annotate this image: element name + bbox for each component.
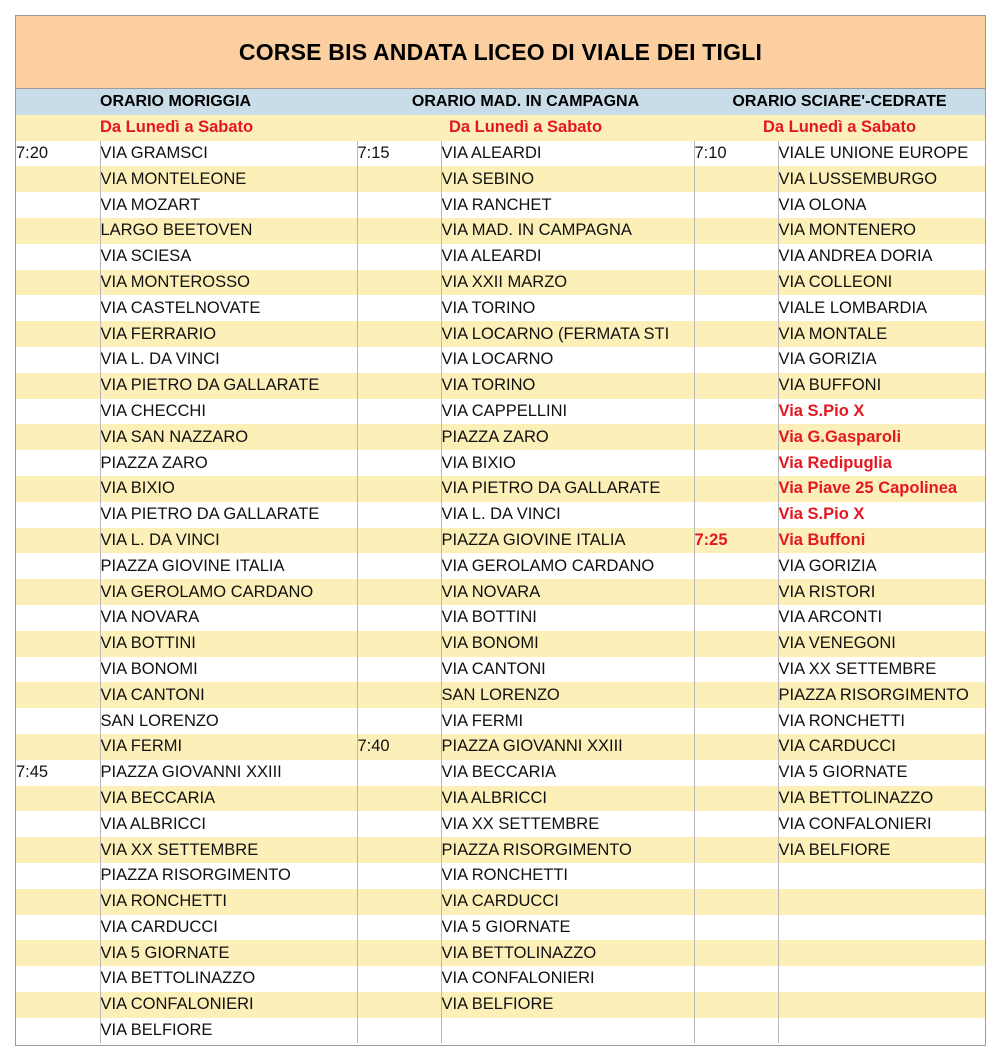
stop-cell-moriggia: VIA FERMI xyxy=(100,734,357,760)
table-row xyxy=(16,373,985,399)
time-cell-mad-in-campagna xyxy=(357,502,441,528)
time-cell-moriggia xyxy=(16,476,100,502)
table-row xyxy=(16,734,985,760)
stop-cell-mad-in-campagna: VIA CAPPELLINI xyxy=(441,399,694,425)
table-row xyxy=(16,321,985,347)
stop-cell-sciare-cedrate: VIALE LOMBARDIA xyxy=(778,295,985,321)
stop-cell-sciare-cedrate: VIA MONTALE xyxy=(778,321,985,347)
time-cell-moriggia xyxy=(16,244,100,270)
stop-cell-mad-in-campagna: VIA CONFALONIERI xyxy=(441,966,694,992)
stop-cell-mad-in-campagna: VIA XXII MARZO xyxy=(441,270,694,296)
time-cell-sciare-cedrate xyxy=(694,1018,778,1044)
time-cell-moriggia xyxy=(16,295,100,321)
stop-cell-moriggia: VIA FERRARIO xyxy=(100,321,357,347)
table-row xyxy=(16,244,985,270)
time-cell-mad-in-campagna xyxy=(357,631,441,657)
table-row xyxy=(16,192,985,218)
stop-cell-mad-in-campagna: VIA MAD. IN CAMPAGNA xyxy=(441,218,694,244)
time-cell-moriggia: 7:45 xyxy=(16,760,100,786)
stop-cell-moriggia: VIA PIETRO DA GALLARATE xyxy=(100,502,357,528)
stop-cell-mad-in-campagna: VIA 5 GIORNATE xyxy=(441,915,694,941)
stop-cell-sciare-cedrate: VIA ANDREA DORIA xyxy=(778,244,985,270)
stop-cell-mad-in-campagna: VIA TORINO xyxy=(441,295,694,321)
stop-cell-moriggia: VIA CHECCHI xyxy=(100,399,357,425)
time-cell-sciare-cedrate xyxy=(694,708,778,734)
column-header-sciare-cedrate: ORARIO SCIARE'-CEDRATE xyxy=(694,89,985,115)
schedule-body xyxy=(16,89,985,1043)
table-row xyxy=(16,270,985,296)
time-cell-mad-in-campagna xyxy=(357,657,441,683)
stop-cell-sciare-cedrate: Via Buffoni xyxy=(778,528,985,554)
time-cell-moriggia xyxy=(16,270,100,296)
stop-cell-moriggia: VIA 5 GIORNATE xyxy=(100,940,357,966)
time-cell-moriggia xyxy=(16,424,100,450)
time-cell-mad-in-campagna xyxy=(357,373,441,399)
time-cell-sciare-cedrate: 7:25 xyxy=(694,528,778,554)
stop-cell-mad-in-campagna: PIAZZA GIOVANNI XXIII xyxy=(441,734,694,760)
stop-cell-moriggia: VIA CARDUCCI xyxy=(100,915,357,941)
time-cell-sciare-cedrate xyxy=(694,786,778,812)
stop-cell-mad-in-campagna: VIA NOVARA xyxy=(441,579,694,605)
stop-cell-moriggia: VIA CONFALONIERI xyxy=(100,992,357,1018)
time-cell-sciare-cedrate xyxy=(694,244,778,270)
stop-cell-mad-in-campagna: VIA ALEARDI xyxy=(441,141,694,167)
table-row xyxy=(16,889,985,915)
stop-cell-sciare-cedrate: VIA ARCONTI xyxy=(778,605,985,631)
time-cell-moriggia xyxy=(16,218,100,244)
stop-cell-mad-in-campagna xyxy=(441,1018,694,1044)
time-cell-mad-in-campagna xyxy=(357,553,441,579)
time-cell-sciare-cedrate xyxy=(694,734,778,760)
stop-cell-sciare-cedrate: VIA CONFALONIERI xyxy=(778,811,985,837)
time-cell-mad-in-campagna xyxy=(357,889,441,915)
time-cell-sciare-cedrate xyxy=(694,166,778,192)
stop-cell-moriggia: VIA BIXIO xyxy=(100,476,357,502)
stop-cell-mad-in-campagna: PIAZZA RISORGIMENTO xyxy=(441,837,694,863)
stop-cell-sciare-cedrate: VIA MONTENERO xyxy=(778,218,985,244)
time-cell-mad-in-campagna xyxy=(357,811,441,837)
stop-cell-mad-in-campagna: PIAZZA GIOVINE ITALIA xyxy=(441,528,694,554)
time-cell-mad-in-campagna xyxy=(357,528,441,554)
time-cell-sciare-cedrate xyxy=(694,218,778,244)
stop-cell-mad-in-campagna: VIA RANCHET xyxy=(441,192,694,218)
time-cell-moriggia xyxy=(16,708,100,734)
time-cell-mad-in-campagna xyxy=(357,192,441,218)
time-cell-moriggia xyxy=(16,373,100,399)
days-label-moriggia: Da Lunedì a Sabato xyxy=(100,115,357,141)
stop-cell-mad-in-campagna: VIA ALBRICCI xyxy=(441,786,694,812)
time-cell-sciare-cedrate xyxy=(694,347,778,373)
time-cell-moriggia xyxy=(16,992,100,1018)
time-cell-sciare-cedrate xyxy=(694,760,778,786)
time-cell-mad-in-campagna xyxy=(357,940,441,966)
time-cell-mad-in-campagna xyxy=(357,837,441,863)
stop-cell-moriggia: PIAZZA GIOVANNI XXIII xyxy=(100,760,357,786)
stop-cell-sciare-cedrate: VIA GORIZIA xyxy=(778,553,985,579)
time-cell-sciare-cedrate xyxy=(694,889,778,915)
table-row xyxy=(16,631,985,657)
stop-cell-mad-in-campagna: VIA BONOMI xyxy=(441,631,694,657)
stop-cell-sciare-cedrate xyxy=(778,992,985,1018)
stop-cell-mad-in-campagna: SAN LORENZO xyxy=(441,682,694,708)
stop-cell-moriggia: VIA MOZART xyxy=(100,192,357,218)
time-cell-sciare-cedrate xyxy=(694,657,778,683)
time-cell-sciare-cedrate xyxy=(694,450,778,476)
time-cell-mad-in-campagna: 7:40 xyxy=(357,734,441,760)
table-row xyxy=(16,295,985,321)
time-cell-sciare-cedrate xyxy=(694,192,778,218)
stop-cell-moriggia: VIA MONTELEONE xyxy=(100,166,357,192)
stop-cell-sciare-cedrate xyxy=(778,940,985,966)
time-cell-mad-in-campagna xyxy=(357,915,441,941)
stop-cell-sciare-cedrate: VIA RONCHETTI xyxy=(778,708,985,734)
page-title: CORSE BIS ANDATA LICEO DI VIALE DEI TIGLI xyxy=(16,16,985,89)
stop-cell-sciare-cedrate: PIAZZA RISORGIMENTO xyxy=(778,682,985,708)
stop-cell-sciare-cedrate: VIA XX SETTEMBRE xyxy=(778,657,985,683)
table-row xyxy=(16,786,985,812)
stop-cell-moriggia: VIA MONTEROSSO xyxy=(100,270,357,296)
stop-cell-moriggia: VIA SCIESA xyxy=(100,244,357,270)
stop-cell-sciare-cedrate: Via S.Pio X xyxy=(778,502,985,528)
time-cell-mad-in-campagna xyxy=(357,863,441,889)
table-row xyxy=(16,837,985,863)
time-cell-moriggia: 7:20 xyxy=(16,141,100,167)
stop-cell-sciare-cedrate: VIA RISTORI xyxy=(778,579,985,605)
table-row xyxy=(16,682,985,708)
time-cell-moriggia xyxy=(16,399,100,425)
time-cell-moriggia xyxy=(16,605,100,631)
stop-cell-sciare-cedrate: VIA GORIZIA xyxy=(778,347,985,373)
stop-cell-sciare-cedrate xyxy=(778,966,985,992)
table-row xyxy=(16,347,985,373)
schedule-sheet xyxy=(15,15,986,1046)
time-cell-sciare-cedrate xyxy=(694,863,778,889)
table-row xyxy=(16,811,985,837)
time-cell-mad-in-campagna xyxy=(357,347,441,373)
time-cell-sciare-cedrate xyxy=(694,837,778,863)
column-header-mad-in-campagna: ORARIO MAD. IN CAMPAGNA xyxy=(357,89,694,115)
stop-cell-moriggia: VIA NOVARA xyxy=(100,605,357,631)
stop-cell-mad-in-campagna: VIA PIETRO DA GALLARATE xyxy=(441,476,694,502)
time-cell-moriggia xyxy=(16,579,100,605)
time-cell-moriggia xyxy=(16,734,100,760)
days-spacer xyxy=(16,115,100,141)
time-cell-moriggia xyxy=(16,966,100,992)
time-cell-mad-in-campagna xyxy=(357,450,441,476)
stop-cell-sciare-cedrate: Via Redipuglia xyxy=(778,450,985,476)
time-cell-moriggia xyxy=(16,682,100,708)
stop-cell-mad-in-campagna: VIA LOCARNO (FERMATA STI xyxy=(441,321,694,347)
time-cell-mad-in-campagna xyxy=(357,166,441,192)
table-row xyxy=(16,218,985,244)
table-row xyxy=(16,553,985,579)
table-row xyxy=(16,399,985,425)
stop-cell-sciare-cedrate: VIA 5 GIORNATE xyxy=(778,760,985,786)
stop-cell-mad-in-campagna: VIA BELFIORE xyxy=(441,992,694,1018)
stop-cell-moriggia: PIAZZA ZARO xyxy=(100,450,357,476)
time-cell-moriggia xyxy=(16,347,100,373)
table-row xyxy=(16,915,985,941)
stop-cell-mad-in-campagna: VIA XX SETTEMBRE xyxy=(441,811,694,837)
table-row xyxy=(16,966,985,992)
table-row xyxy=(16,940,985,966)
time-cell-sciare-cedrate xyxy=(694,321,778,347)
time-cell-sciare-cedrate xyxy=(694,992,778,1018)
time-cell-moriggia xyxy=(16,631,100,657)
stop-cell-moriggia: VIA GRAMSCI xyxy=(100,141,357,167)
stop-cell-moriggia: VIA BELFIORE xyxy=(100,1018,357,1044)
table-row xyxy=(16,424,985,450)
stop-cell-mad-in-campagna: VIA RONCHETTI xyxy=(441,863,694,889)
stop-cell-moriggia: VIA BONOMI xyxy=(100,657,357,683)
stop-cell-mad-in-campagna: PIAZZA ZARO xyxy=(441,424,694,450)
table-row xyxy=(16,579,985,605)
table-row xyxy=(16,528,985,554)
stop-cell-moriggia: SAN LORENZO xyxy=(100,708,357,734)
days-row xyxy=(16,115,985,141)
stop-cell-moriggia: VIA SAN NAZZARO xyxy=(100,424,357,450)
time-cell-mad-in-campagna xyxy=(357,424,441,450)
stop-cell-sciare-cedrate xyxy=(778,863,985,889)
stop-cell-sciare-cedrate: Via Piave 25 Capolinea xyxy=(778,476,985,502)
time-cell-moriggia xyxy=(16,553,100,579)
stop-cell-sciare-cedrate: VIALE UNIONE EUROPE xyxy=(778,141,985,167)
schedule-table xyxy=(16,89,985,1043)
stop-cell-sciare-cedrate: Via S.Pio X xyxy=(778,399,985,425)
stop-cell-mad-in-campagna: VIA BOTTINI xyxy=(441,605,694,631)
table-row xyxy=(16,141,985,167)
time-cell-sciare-cedrate xyxy=(694,424,778,450)
time-cell-moriggia xyxy=(16,192,100,218)
time-cell-moriggia xyxy=(16,528,100,554)
table-row xyxy=(16,1018,985,1044)
table-row xyxy=(16,708,985,734)
time-cell-mad-in-campagna xyxy=(357,992,441,1018)
stop-cell-moriggia: VIA BECCARIA xyxy=(100,786,357,812)
time-cell-sciare-cedrate xyxy=(694,682,778,708)
stop-cell-moriggia: PIAZZA GIOVINE ITALIA xyxy=(100,553,357,579)
time-cell-mad-in-campagna xyxy=(357,966,441,992)
stop-cell-mad-in-campagna: VIA TORINO xyxy=(441,373,694,399)
time-cell-sciare-cedrate xyxy=(694,270,778,296)
stop-cell-mad-in-campagna: VIA CANTONI xyxy=(441,657,694,683)
stop-cell-moriggia: VIA L. DA VINCI xyxy=(100,528,357,554)
time-cell-sciare-cedrate xyxy=(694,966,778,992)
stop-cell-mad-in-campagna: VIA L. DA VINCI xyxy=(441,502,694,528)
time-cell-mad-in-campagna xyxy=(357,270,441,296)
days-label-mad-in-campagna: Da Lunedì a Sabato xyxy=(357,115,694,141)
stop-cell-mad-in-campagna: VIA FERMI xyxy=(441,708,694,734)
stop-cell-mad-in-campagna: VIA BIXIO xyxy=(441,450,694,476)
stop-cell-sciare-cedrate: VIA VENEGONI xyxy=(778,631,985,657)
stop-cell-mad-in-campagna: VIA LOCARNO xyxy=(441,347,694,373)
time-cell-moriggia xyxy=(16,502,100,528)
time-cell-sciare-cedrate xyxy=(694,476,778,502)
stop-cell-sciare-cedrate xyxy=(778,1018,985,1044)
time-cell-moriggia xyxy=(16,321,100,347)
table-row xyxy=(16,992,985,1018)
time-cell-moriggia xyxy=(16,657,100,683)
time-cell-mad-in-campagna xyxy=(357,321,441,347)
time-cell-moriggia xyxy=(16,166,100,192)
table-row xyxy=(16,657,985,683)
table-row xyxy=(16,863,985,889)
time-cell-moriggia xyxy=(16,450,100,476)
time-cell-mad-in-campagna xyxy=(357,605,441,631)
stop-cell-moriggia: VIA RONCHETTI xyxy=(100,889,357,915)
header-spacer xyxy=(16,89,100,115)
time-cell-moriggia xyxy=(16,1018,100,1044)
time-cell-sciare-cedrate xyxy=(694,605,778,631)
time-cell-mad-in-campagna xyxy=(357,760,441,786)
stop-cell-sciare-cedrate xyxy=(778,915,985,941)
header-row xyxy=(16,89,985,115)
stop-cell-moriggia: VIA CASTELNOVATE xyxy=(100,295,357,321)
time-cell-mad-in-campagna xyxy=(357,218,441,244)
table-row xyxy=(16,605,985,631)
stop-cell-moriggia: VIA PIETRO DA GALLARATE xyxy=(100,373,357,399)
time-cell-sciare-cedrate xyxy=(694,399,778,425)
days-label-sciare-cedrate: Da Lunedì a Sabato xyxy=(694,115,985,141)
stop-cell-moriggia: VIA GEROLAMO CARDANO xyxy=(100,579,357,605)
stop-cell-sciare-cedrate: VIA COLLEONI xyxy=(778,270,985,296)
stop-cell-mad-in-campagna: VIA ALEARDI xyxy=(441,244,694,270)
stop-cell-moriggia: VIA BOTTINI xyxy=(100,631,357,657)
table-row xyxy=(16,760,985,786)
stop-cell-mad-in-campagna: VIA GEROLAMO CARDANO xyxy=(441,553,694,579)
stop-cell-moriggia: VIA BETTOLINAZZO xyxy=(100,966,357,992)
time-cell-sciare-cedrate xyxy=(694,553,778,579)
time-cell-moriggia xyxy=(16,786,100,812)
stop-cell-moriggia: VIA XX SETTEMBRE xyxy=(100,837,357,863)
time-cell-sciare-cedrate xyxy=(694,811,778,837)
stop-cell-sciare-cedrate: VIA BELFIORE xyxy=(778,837,985,863)
time-cell-mad-in-campagna xyxy=(357,579,441,605)
time-cell-sciare-cedrate xyxy=(694,915,778,941)
table-row xyxy=(16,476,985,502)
time-cell-sciare-cedrate xyxy=(694,373,778,399)
column-header-moriggia: ORARIO MORIGGIA xyxy=(100,89,357,115)
time-cell-mad-in-campagna xyxy=(357,399,441,425)
time-cell-sciare-cedrate xyxy=(694,940,778,966)
time-cell-mad-in-campagna xyxy=(357,786,441,812)
stop-cell-sciare-cedrate: VIA OLONA xyxy=(778,192,985,218)
time-cell-moriggia xyxy=(16,940,100,966)
time-cell-sciare-cedrate xyxy=(694,579,778,605)
time-cell-mad-in-campagna xyxy=(357,295,441,321)
time-cell-mad-in-campagna xyxy=(357,1018,441,1044)
time-cell-mad-in-campagna: 7:15 xyxy=(357,141,441,167)
time-cell-moriggia xyxy=(16,811,100,837)
stop-cell-moriggia: VIA ALBRICCI xyxy=(100,811,357,837)
time-cell-sciare-cedrate xyxy=(694,631,778,657)
stop-cell-moriggia: VIA CANTONI xyxy=(100,682,357,708)
stop-cell-sciare-cedrate: Via G.Gasparoli xyxy=(778,424,985,450)
stop-cell-moriggia: PIAZZA RISORGIMENTO xyxy=(100,863,357,889)
stop-cell-sciare-cedrate: VIA BUFFONI xyxy=(778,373,985,399)
time-cell-sciare-cedrate xyxy=(694,295,778,321)
time-cell-moriggia xyxy=(16,837,100,863)
stop-cell-mad-in-campagna: VIA CARDUCCI xyxy=(441,889,694,915)
stop-cell-sciare-cedrate: VIA LUSSEMBURGO xyxy=(778,166,985,192)
time-cell-mad-in-campagna xyxy=(357,682,441,708)
time-cell-mad-in-campagna xyxy=(357,244,441,270)
table-row xyxy=(16,450,985,476)
stop-cell-sciare-cedrate: VIA BETTOLINAZZO xyxy=(778,786,985,812)
time-cell-moriggia xyxy=(16,889,100,915)
stop-cell-moriggia: LARGO BEETOVEN xyxy=(100,218,357,244)
time-cell-sciare-cedrate: 7:10 xyxy=(694,141,778,167)
stop-cell-mad-in-campagna: VIA BECCARIA xyxy=(441,760,694,786)
stop-cell-sciare-cedrate xyxy=(778,889,985,915)
stop-cell-sciare-cedrate: VIA CARDUCCI xyxy=(778,734,985,760)
time-cell-mad-in-campagna xyxy=(357,708,441,734)
table-row xyxy=(16,502,985,528)
stop-cell-moriggia: VIA L. DA VINCI xyxy=(100,347,357,373)
time-cell-sciare-cedrate xyxy=(694,502,778,528)
table-row xyxy=(16,166,985,192)
time-cell-mad-in-campagna xyxy=(357,476,441,502)
time-cell-moriggia xyxy=(16,915,100,941)
stop-cell-mad-in-campagna: VIA BETTOLINAZZO xyxy=(441,940,694,966)
stop-cell-mad-in-campagna: VIA SEBINO xyxy=(441,166,694,192)
time-cell-moriggia xyxy=(16,863,100,889)
